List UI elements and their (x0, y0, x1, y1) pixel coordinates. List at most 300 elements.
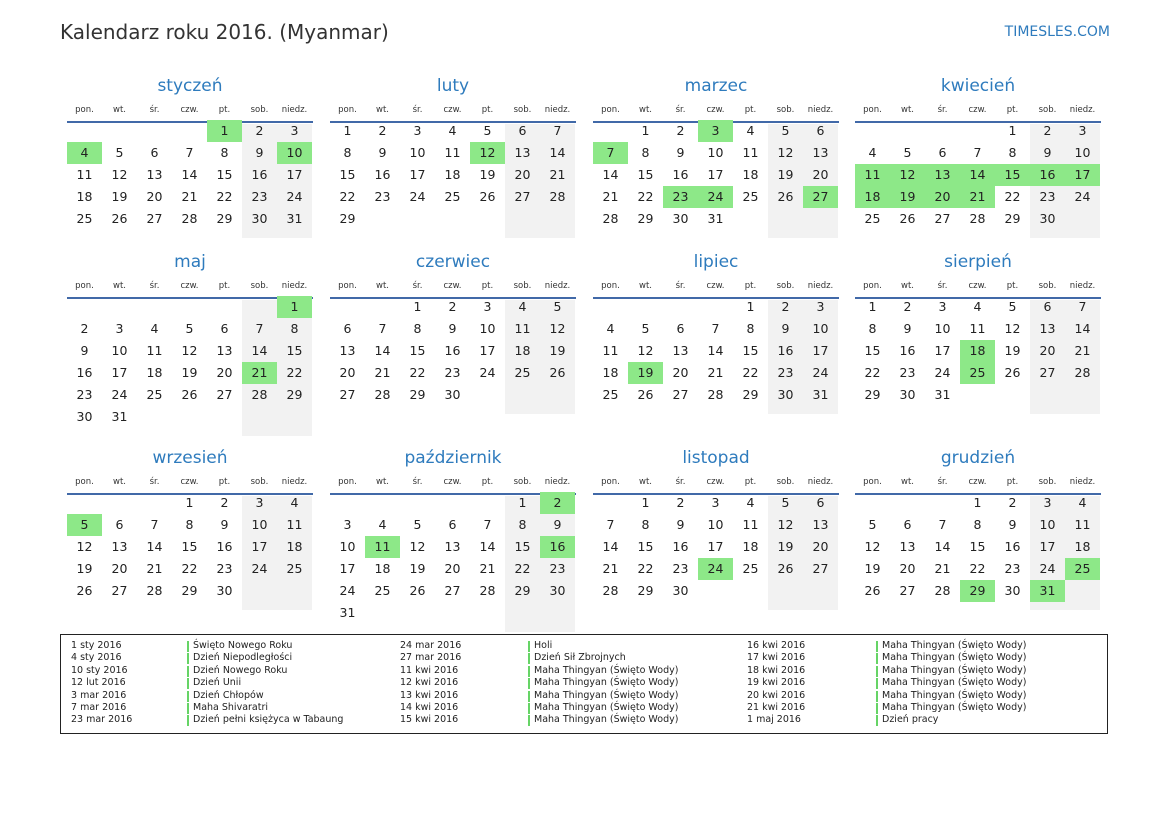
day-cell: 22 (864, 365, 881, 380)
day-cell: 29 (637, 583, 654, 598)
weekday-label: pt. (744, 477, 757, 487)
weekday-label: niedz. (281, 281, 308, 291)
day-cell: 11 (76, 167, 93, 182)
day-cell: 31 (707, 211, 724, 226)
weekday-header (855, 105, 1101, 119)
day-cell: 30 (777, 387, 794, 402)
holiday-date: 3 mar 2016 (71, 689, 127, 701)
holiday-date: 4 sty 2016 (71, 652, 122, 664)
day-cell-holiday: 21 (242, 362, 277, 384)
weekday-label: pt. (218, 477, 231, 487)
day-cell: 4 (1078, 495, 1087, 510)
holiday-date: 27 mar 2016 (400, 652, 462, 664)
day-cell: 13 (216, 343, 233, 358)
day-cell: 2 (220, 495, 229, 510)
day-cell: 9 (676, 517, 685, 532)
day-cell: 10 (409, 145, 426, 160)
weekday-label: sob. (776, 105, 795, 115)
day-cell: 7 (483, 517, 492, 532)
day-cell: 15 (181, 539, 198, 554)
weekday-label: niedz. (1069, 281, 1096, 291)
weekday-label: wt. (901, 105, 914, 115)
day-cell: 18 (742, 539, 759, 554)
day-cell: 20 (812, 167, 829, 182)
day-cell: 15 (637, 167, 654, 182)
day-cell: 12 (181, 343, 198, 358)
day-cell: 7 (973, 145, 982, 160)
holiday-date: 24 mar 2016 (400, 640, 462, 651)
day-cell-holiday: 1 (277, 296, 312, 318)
weekday-label: wt. (113, 281, 126, 291)
day-cell: 19 (777, 539, 794, 554)
weekday-label: pt. (1006, 281, 1019, 291)
weekday-label: czw. (968, 105, 987, 115)
day-cell-holiday: 5 (67, 514, 102, 536)
day-cell: 19 (864, 561, 881, 576)
holiday-list-item (400, 652, 740, 664)
day-cell-holiday: 4 (67, 142, 102, 164)
holiday-list-item (400, 690, 740, 702)
day-cell: 22 (1004, 189, 1021, 204)
day-cell: 9 (553, 517, 562, 532)
day-cell: 15 (742, 343, 759, 358)
day-cell: 30 (549, 583, 566, 598)
weekday-label: pon. (75, 477, 94, 487)
holiday-list-item (747, 714, 1087, 726)
day-cell: 19 (181, 365, 198, 380)
day-cell: 23 (899, 365, 916, 380)
day-cell: 6 (1043, 299, 1052, 314)
day-cell: 29 (181, 583, 198, 598)
day-cell: 14 (602, 539, 619, 554)
day-cell: 29 (409, 387, 426, 402)
day-cell: 24 (286, 189, 303, 204)
day-cell: 13 (339, 343, 356, 358)
day-cell: 1 (413, 299, 422, 314)
day-cell: 25 (742, 189, 759, 204)
day-cell: 25 (444, 189, 461, 204)
day-cell-holiday: 14 (960, 164, 995, 186)
day-cell-holiday: 20 (925, 186, 960, 208)
day-cell: 20 (339, 365, 356, 380)
day-cell: 18 (286, 539, 303, 554)
weekday-label: sob. (1038, 477, 1057, 487)
day-cell: 29 (1004, 211, 1021, 226)
holiday-list-column (71, 640, 411, 727)
day-cell: 8 (220, 145, 229, 160)
day-cell: 21 (934, 561, 951, 576)
holiday-name: Dzień pełni księżyca w Tabaung (193, 714, 344, 726)
day-cell: 20 (899, 561, 916, 576)
weekday-label: pt. (481, 281, 494, 291)
month-title: lipiec (693, 252, 739, 272)
day-cell: 17 (339, 561, 356, 576)
day-cell: 2 (676, 123, 685, 138)
day-cell: 14 (707, 343, 724, 358)
day-cell: 7 (711, 321, 720, 336)
holiday-date: 11 kwi 2016 (400, 664, 459, 676)
day-cell: 20 (1039, 343, 1056, 358)
day-cell: 4 (746, 495, 755, 510)
day-cell: 24 (812, 365, 829, 380)
day-cell: 18 (1074, 539, 1091, 554)
holiday-list-item (747, 677, 1087, 689)
day-cell: 17 (934, 343, 951, 358)
day-cell: 12 (76, 539, 93, 554)
weekday-label: pon. (338, 281, 357, 291)
day-cell: 3 (1078, 123, 1087, 138)
day-cell: 30 (1004, 583, 1021, 598)
day-cell: 24 (479, 365, 496, 380)
holiday-name: Dzień Niepodległości (193, 652, 293, 664)
day-cell: 27 (812, 561, 829, 576)
holiday-date: 19 kwi 2016 (747, 677, 806, 689)
day-cell: 6 (518, 123, 527, 138)
day-cell: 9 (378, 145, 387, 160)
day-cell: 22 (216, 189, 233, 204)
weekday-label: niedz. (281, 477, 308, 487)
day-cell: 24 (111, 387, 128, 402)
day-cell: 7 (553, 123, 562, 138)
weekday-header (855, 477, 1101, 491)
day-cell-holiday: 2 (540, 492, 575, 514)
day-cell: 1 (343, 123, 352, 138)
day-cell-holiday: 12 (890, 164, 925, 186)
day-cell: 1 (1008, 123, 1017, 138)
day-cell: 17 (707, 167, 724, 182)
day-cell: 11 (742, 517, 759, 532)
weekday-label: śr. (937, 477, 948, 487)
day-cell: 11 (444, 145, 461, 160)
month-title: wrzesień (152, 448, 228, 468)
day-cell: 26 (1004, 365, 1021, 380)
day-cell: 30 (1039, 211, 1056, 226)
day-cell: 7 (255, 321, 264, 336)
day-cell: 9 (903, 321, 912, 336)
day-cell: 21 (707, 365, 724, 380)
month-title: sierpień (944, 252, 1012, 272)
day-cell: 28 (934, 583, 951, 598)
holiday-name: Dzień pracy (882, 714, 939, 726)
weekday-label: pt. (481, 105, 494, 115)
day-cell: 21 (602, 561, 619, 576)
day-cell: 12 (637, 343, 654, 358)
day-cell: 4 (378, 517, 387, 532)
day-cell: 26 (409, 583, 426, 598)
day-cell: 26 (549, 365, 566, 380)
holiday-name: Dzień Nowego Roku (193, 664, 288, 676)
day-cell: 22 (514, 561, 531, 576)
day-cell: 20 (216, 365, 233, 380)
day-cell: 27 (111, 583, 128, 598)
holiday-list (60, 634, 1108, 734)
day-cell: 27 (444, 583, 461, 598)
day-cell-holiday: 11 (855, 164, 890, 186)
day-cell: 15 (216, 167, 233, 182)
weekday-label: sob. (513, 477, 532, 487)
day-cell: 27 (339, 387, 356, 402)
day-cell: 10 (1074, 145, 1091, 160)
weekday-header (593, 477, 839, 491)
day-cell: 17 (286, 167, 303, 182)
weekday-label: pt. (218, 281, 231, 291)
day-cell-holiday: 29 (960, 580, 995, 602)
weekday-label: pon. (75, 105, 94, 115)
day-cell: 3 (343, 517, 352, 532)
day-cell: 4 (150, 321, 159, 336)
holiday-name: Maha Thingyan (Święto Wody) (534, 664, 679, 676)
weekday-label: sob. (776, 281, 795, 291)
day-cell: 10 (812, 321, 829, 336)
day-cell: 7 (150, 517, 159, 532)
holiday-date: 1 maj 2016 (747, 714, 801, 726)
day-cell: 18 (146, 365, 163, 380)
day-cell: 3 (483, 299, 492, 314)
day-cell: 19 (777, 167, 794, 182)
holiday-date: 18 kwi 2016 (747, 664, 806, 676)
day-cell: 15 (864, 343, 881, 358)
day-cell: 18 (742, 167, 759, 182)
day-cell: 6 (150, 145, 159, 160)
day-cell: 14 (934, 539, 951, 554)
day-cell: 22 (742, 365, 759, 380)
day-cell: 30 (672, 211, 689, 226)
month-title: grudzień (940, 448, 1016, 468)
day-cell: 29 (216, 211, 233, 226)
holiday-date: 17 kwi 2016 (747, 652, 806, 664)
day-cell: 2 (781, 299, 790, 314)
holiday-date: 20 kwi 2016 (747, 689, 806, 701)
weekday-label: pt. (218, 105, 231, 115)
day-cell: 23 (444, 365, 461, 380)
day-cell: 24 (934, 365, 951, 380)
day-cell-holiday: 19 (628, 362, 663, 384)
day-cell: 24 (1074, 189, 1091, 204)
day-cell-holiday: 16 (540, 536, 575, 558)
holiday-list-item (400, 665, 740, 677)
holiday-name: Maha Thingyan (Święto Wody) (882, 677, 1027, 689)
holiday-name: Maha Shivaratri (193, 701, 269, 713)
holiday-date: 13 kwi 2016 (400, 689, 459, 701)
page-title: Kalendarz roku 2016. (Myanmar) (60, 20, 389, 44)
day-cell: 13 (514, 145, 531, 160)
day-cell: 14 (374, 343, 391, 358)
holiday-list-item (71, 677, 411, 689)
day-cell: 2 (1043, 123, 1052, 138)
day-cell-holiday: 16 (1030, 164, 1065, 186)
day-cell: 26 (637, 387, 654, 402)
day-cell: 3 (938, 299, 947, 314)
weekday-label: czw. (180, 477, 199, 487)
day-cell: 7 (378, 321, 387, 336)
holiday-list-item (400, 677, 740, 689)
day-cell: 13 (444, 539, 461, 554)
day-cell: 21 (374, 365, 391, 380)
day-cell: 5 (185, 321, 194, 336)
day-cell: 28 (1074, 365, 1091, 380)
day-cell: 30 (76, 409, 93, 424)
weekday-label: sob. (513, 105, 532, 115)
holiday-list-item (747, 652, 1087, 664)
holiday-list-item (71, 714, 411, 726)
day-cell: 7 (185, 145, 194, 160)
day-cell: 23 (251, 189, 268, 204)
holiday-date: 23 mar 2016 (71, 714, 133, 726)
day-cell: 20 (146, 189, 163, 204)
day-cell: 15 (339, 167, 356, 182)
day-cell-holiday: 15 (995, 164, 1030, 186)
weekday-label: pon. (863, 281, 882, 291)
day-cell-holiday: 24 (698, 186, 733, 208)
day-cell: 30 (216, 583, 233, 598)
day-cell: 3 (413, 123, 422, 138)
weekday-label: czw. (443, 281, 462, 291)
day-cell: 26 (479, 189, 496, 204)
weekday-label: czw. (706, 105, 725, 115)
day-cell-holiday: 11 (365, 536, 400, 558)
day-cell: 11 (969, 321, 986, 336)
day-cell: 11 (514, 321, 531, 336)
weekday-label: niedz. (281, 105, 308, 115)
day-cell: 14 (602, 167, 619, 182)
day-cell: 26 (111, 211, 128, 226)
day-cell: 26 (864, 583, 881, 598)
day-cell: 28 (602, 583, 619, 598)
day-cell: 8 (1008, 145, 1017, 160)
holiday-list-item (747, 665, 1087, 677)
day-cell-holiday: 3 (698, 120, 733, 142)
day-cell: 14 (251, 343, 268, 358)
weekday-label: wt. (376, 281, 389, 291)
day-cell: 5 (903, 145, 912, 160)
day-cell: 10 (934, 321, 951, 336)
weekday-label: pt. (1006, 477, 1019, 487)
day-cell: 16 (672, 167, 689, 182)
day-cell: 20 (514, 167, 531, 182)
day-cell: 13 (812, 145, 829, 160)
day-cell: 6 (903, 517, 912, 532)
day-cell: 12 (777, 517, 794, 532)
day-cell-holiday: 25 (1065, 558, 1100, 580)
day-cell: 27 (672, 387, 689, 402)
weekday-label: śr. (675, 105, 686, 115)
day-cell: 5 (553, 299, 562, 314)
day-cell: 23 (672, 561, 689, 576)
day-cell: 8 (868, 321, 877, 336)
holiday-list-item (71, 665, 411, 677)
holiday-list-item (71, 690, 411, 702)
day-cell: 13 (1039, 321, 1056, 336)
weekday-header (855, 281, 1101, 295)
holiday-list-item (400, 714, 740, 726)
weekday-label: pon. (863, 105, 882, 115)
day-cell: 22 (637, 189, 654, 204)
holiday-name: Maha Thingyan (Święto Wody) (534, 701, 679, 713)
day-cell: 2 (448, 299, 457, 314)
weekday-label: niedz. (807, 281, 834, 291)
weekday-label: śr. (675, 281, 686, 291)
day-cell: 17 (409, 167, 426, 182)
day-cell: 28 (549, 189, 566, 204)
day-cell: 27 (146, 211, 163, 226)
day-cell: 25 (286, 561, 303, 576)
holiday-name: Maha Thingyan (Święto Wody) (882, 640, 1027, 651)
day-cell: 22 (181, 561, 198, 576)
day-cell: 6 (816, 495, 825, 510)
weekday-label: czw. (443, 105, 462, 115)
day-cell: 11 (146, 343, 163, 358)
weekday-label: czw. (180, 105, 199, 115)
day-cell: 6 (938, 145, 947, 160)
day-cell: 16 (216, 539, 233, 554)
day-cell: 4 (746, 123, 755, 138)
weekday-label: pon. (601, 281, 620, 291)
holiday-date: 1 sty 2016 (71, 640, 122, 651)
day-cell: 5 (641, 321, 650, 336)
weekday-label: wt. (639, 477, 652, 487)
weekday-header (67, 105, 313, 119)
day-cell: 9 (1008, 517, 1017, 532)
weekday-label: sob. (250, 477, 269, 487)
weekday-label: czw. (180, 281, 199, 291)
holiday-name: Dzień Chłopów (193, 689, 264, 701)
day-cell: 2 (1008, 495, 1017, 510)
day-cell: 25 (76, 211, 93, 226)
day-cell: 8 (518, 517, 527, 532)
day-cell: 9 (781, 321, 790, 336)
day-cell: 19 (549, 343, 566, 358)
day-cell: 27 (216, 387, 233, 402)
day-cell: 7 (1078, 299, 1087, 314)
day-cell: 8 (185, 517, 194, 532)
day-cell: 13 (146, 167, 163, 182)
day-cell: 6 (816, 123, 825, 138)
day-cell: 23 (374, 189, 391, 204)
weekday-header (593, 105, 839, 119)
day-cell: 13 (899, 539, 916, 554)
weekday-label: sob. (250, 281, 269, 291)
day-cell: 28 (374, 387, 391, 402)
holiday-date: 10 sty 2016 (71, 664, 128, 676)
day-cell: 3 (1043, 495, 1052, 510)
month-title: styczeń (157, 76, 223, 96)
weekday-label: niedz. (544, 281, 571, 291)
day-cell: 26 (181, 387, 198, 402)
brand-link[interactable]: TIMESLES.COM (1004, 24, 1110, 40)
day-cell: 4 (518, 299, 527, 314)
day-cell: 21 (549, 167, 566, 182)
weekday-label: śr. (412, 105, 423, 115)
weekday-label: śr. (412, 477, 423, 487)
holiday-date: 21 kwi 2016 (747, 701, 806, 713)
day-cell: 15 (409, 343, 426, 358)
day-cell-holiday: 1 (207, 120, 242, 142)
day-cell: 3 (255, 495, 264, 510)
day-cell: 22 (286, 365, 303, 380)
weekday-label: wt. (639, 105, 652, 115)
weekday-header (330, 105, 576, 119)
day-cell: 22 (637, 561, 654, 576)
day-cell: 10 (1039, 517, 1056, 532)
day-cell: 22 (339, 189, 356, 204)
weekday-label: pon. (75, 281, 94, 291)
day-cell: 26 (777, 561, 794, 576)
day-cell: 20 (812, 539, 829, 554)
day-cell: 27 (1039, 365, 1056, 380)
holiday-name: Holi (534, 640, 553, 651)
day-cell: 31 (286, 211, 303, 226)
day-cell: 9 (220, 517, 229, 532)
